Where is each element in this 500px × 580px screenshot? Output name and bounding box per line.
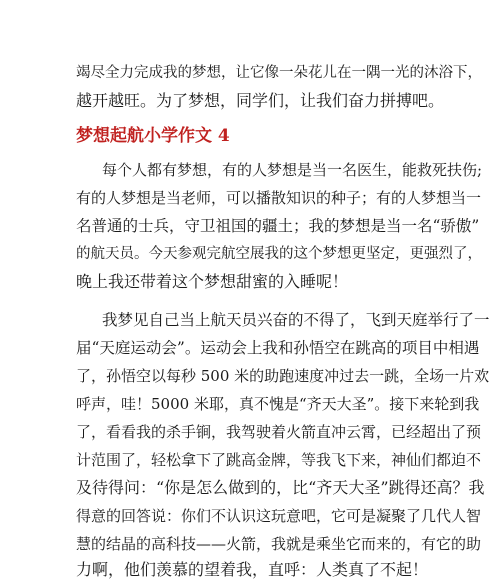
paragraph1-line-1: 每个人都有梦想，有的人梦想是当一名医生，能救死扶伤;	[102, 161, 483, 179]
paragraph2-line-2: 届“天庭运动会”。运动会上我和孙悟空在跳高的项目中相遇	[76, 339, 480, 357]
paragraph2-line-1: 我梦见自己当上航天员兴奋的不得了，飞到天庭举行了一	[102, 311, 490, 329]
paragraph2-line-6: 计范围了，轻松拿下了跳高金牌，等我飞下来，神仙们都迫不	[76, 451, 482, 469]
paragraph1-line-4: 的航天员。今天参观完航空展我的这个梦想更坚定，更强烈了，	[76, 246, 482, 262]
paragraph2-line-3: 了，孙悟空以每秒 500 米的助跑速度冲过去一跳，全场一片欢	[76, 367, 490, 385]
essay-title: 梦想起航小学作文 4	[76, 126, 230, 146]
paragraph1-line-3: 名普通的士兵，守卫祖国的疆土；我的梦想是当一名“骄傲”	[76, 217, 480, 235]
paragraph2-line-5: 了，看看我的杀手锏，我驾驶着火箭直冲云霄，已经超出了预	[76, 423, 482, 441]
paragraph1-line-2: 有的人梦想是当老师，可以播散知识的种子；有的人梦想当一	[76, 189, 482, 207]
paragraph2-line-7: 及待得问：“你是怎么做到的，比“齐天大圣”跳得还高？我	[76, 478, 485, 497]
paragraph2-line-10: 力啊，他们羡慕的望着我，直呼：人类真了不起！	[76, 560, 429, 579]
intro-line-2: 越开越旺。为了梦想，同学们，让我们奋力拼搏吧。	[76, 91, 445, 110]
paragraph1-line-5: 晚上我还带着这个梦想甜蜜的入睡呢！	[76, 272, 349, 291]
paragraph2-line-8: 得意的回答说：你们不认识这玩意吧，它可是凝聚了几代人智	[76, 507, 482, 525]
paragraph2-line-9: 慧的结晶的高科技——火箭，我就是乘坐它而来的，有它的助	[76, 535, 482, 553]
intro-line-1: 竭尽全力完成我的梦想，让它像一朵花儿在一隅一光的沐浴下，	[76, 65, 482, 81]
paragraph2-line-4: 呼声，哇！5000 米耶，真不愧是“齐天大圣”。接下来轮到我	[76, 395, 480, 413]
